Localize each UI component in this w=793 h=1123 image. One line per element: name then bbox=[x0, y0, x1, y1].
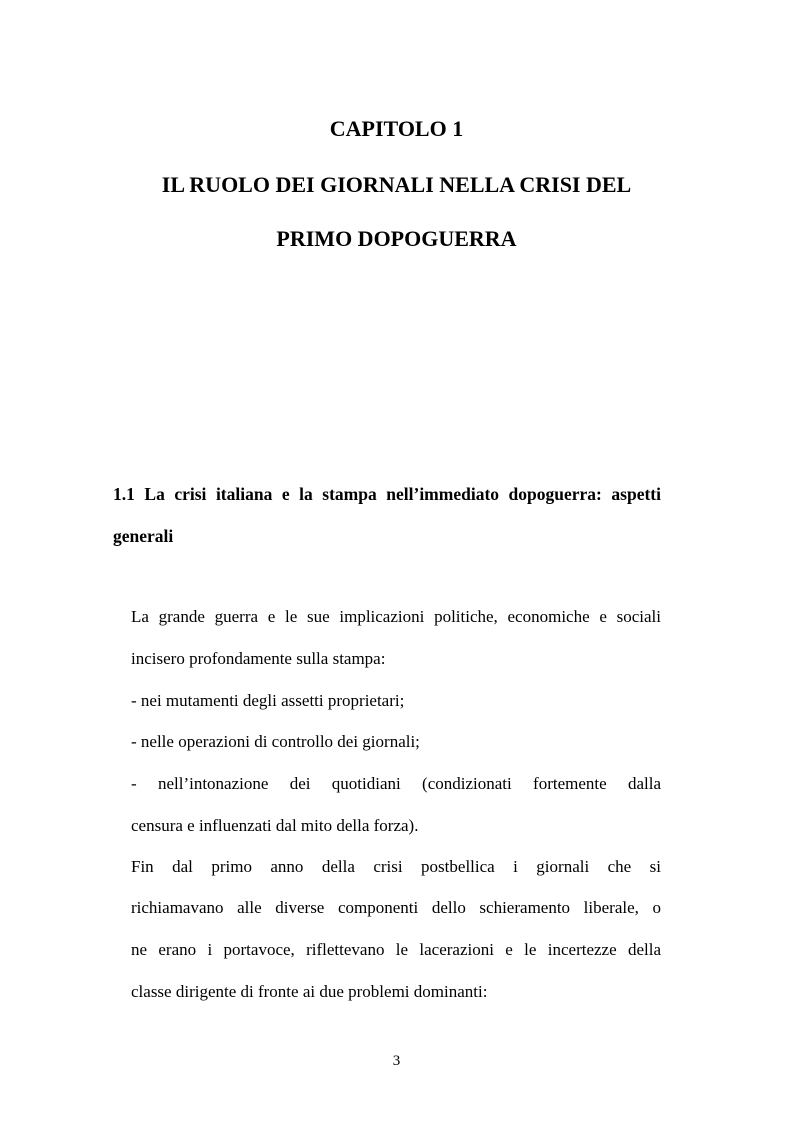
body-line-10: classe dirigente di fronte ai due problemi dominanti: bbox=[131, 982, 488, 1001]
body-line-4: - nelle operazioni di controllo dei giornali; bbox=[131, 732, 420, 751]
body-line-8: richiamavano alle diverse componenti dello schieramento liberale, o bbox=[131, 898, 661, 917]
body-line-7: Fin dal primo anno della crisi postbellica i giornali che si bbox=[131, 857, 661, 876]
section-heading-line-1: 1.1 La crisi italiana e la stampa nell’immediato dopoguerra: aspetti bbox=[113, 484, 661, 504]
body-line-5: - nell’intonazione dei quotidiani (condizionati fortemente dalla bbox=[131, 774, 661, 793]
chapter-title-line-2: PRIMO DOPOGUERRA bbox=[276, 226, 517, 251]
body-line-6: censura e influenzati dal mito della forza). bbox=[131, 816, 419, 835]
body-line-1: La grande guerra e le sue implicazioni politiche, economiche e sociali bbox=[131, 607, 661, 626]
body-line-2: incisero profondamente sulla stampa: bbox=[131, 649, 386, 668]
chapter-number: CAPITOLO 1 bbox=[329, 116, 464, 141]
body-line-9: ne erano i portavoce, riflettevano le lacerazioni e le incertezze della bbox=[131, 940, 661, 959]
chapter-title-line-1: IL RUOLO DEI GIORNALI NELLA CRISI DEL bbox=[161, 172, 632, 197]
section-heading-line-2: generali bbox=[113, 526, 174, 546]
page-number: 3 bbox=[392, 1053, 401, 1069]
body-line-3: - nei mutamenti degli assetti proprietari; bbox=[131, 691, 405, 710]
